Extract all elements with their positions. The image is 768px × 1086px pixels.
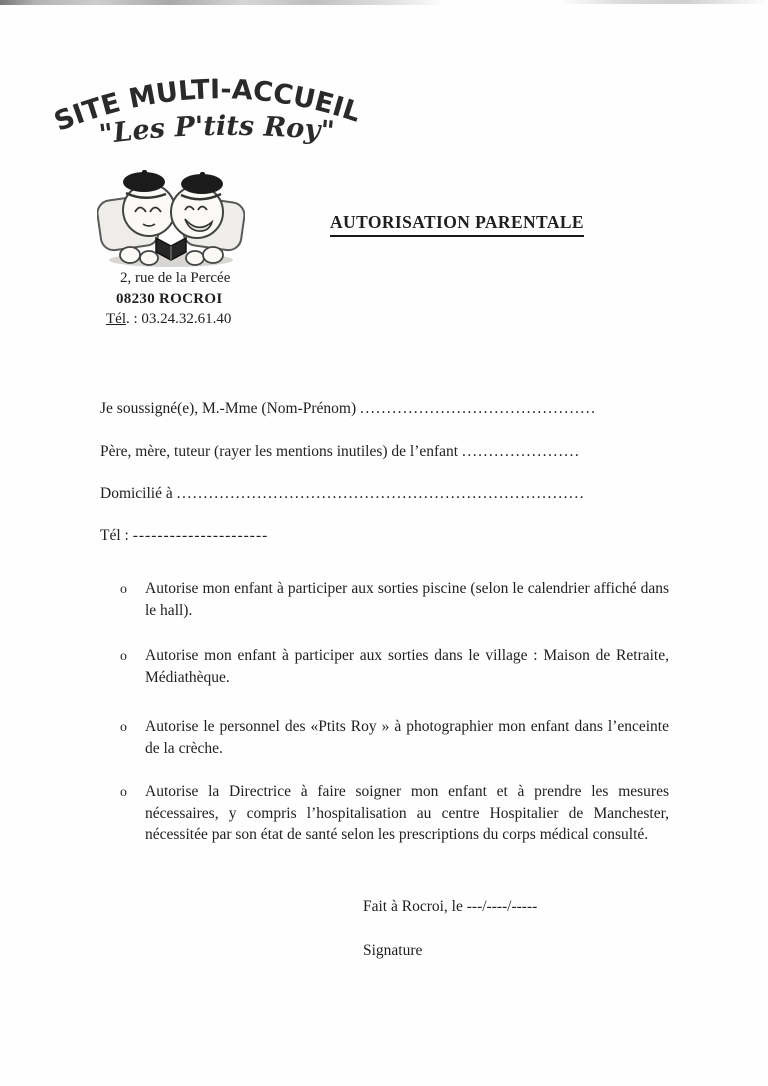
form-line-address bbox=[100, 485, 670, 503]
form-line-name bbox=[100, 400, 670, 418]
form-line-relation bbox=[100, 443, 670, 461]
date-line: Fait à Rocroi, le ---/----/----- bbox=[363, 898, 538, 915]
form-line-address-label: Domicilié à bbox=[100, 485, 177, 502]
bullet-marker: o bbox=[120, 582, 127, 597]
signature-label: Signature bbox=[363, 942, 423, 959]
clause-text: Autorise le personnel des «Ptits Roy » à photographier mon enfant dans l’enceinte de la crèche. bbox=[145, 718, 669, 757]
clause-sorties-village bbox=[120, 645, 669, 688]
site-name-arc: SITE MULTI-ACCUEIL bbox=[50, 74, 365, 138]
twin-babies-logo-icon bbox=[97, 162, 245, 270]
address-street: 2, rue de la Percée bbox=[120, 270, 231, 286]
form-line-relation-label: Père, mère, tuteur (rayer les mentions inutiles) de l’enfant bbox=[100, 443, 462, 460]
address-block bbox=[106, 268, 231, 330]
site-name-script: "Les P'tits Roy" bbox=[97, 110, 336, 151]
phone-label: Tél bbox=[106, 311, 126, 327]
form-line-address-fill: ............................................................................ bbox=[176, 485, 586, 502]
form-line-relation-fill: ...................... bbox=[461, 443, 581, 460]
form-line-phone-label: Tél : bbox=[100, 527, 133, 544]
phone-number: . : 03.24.32.61.40 bbox=[126, 311, 232, 327]
clause-text: Autorise la Directrice à faire soigner mon enfant et à prendre les mesures nécessaires, y compris l’hospitalisation au centre Hospitalier de Manchester, nécessitée par son état de santé selon les prescriptions du corps médical consulté. bbox=[145, 783, 669, 843]
clause-photographie bbox=[120, 716, 669, 759]
bullet-marker: o bbox=[120, 720, 127, 735]
scan-artifact-top-left bbox=[0, 0, 445, 5]
form-line-phone bbox=[100, 527, 670, 545]
document-title: AUTORISATION PARENTALE bbox=[330, 212, 584, 237]
scan-artifact-top-right bbox=[560, 0, 768, 4]
clause-text: Autorise mon enfant à participer aux sorties dans le village : Maison de Retraite, Médiathèque. bbox=[145, 647, 669, 686]
clause-piscine bbox=[120, 578, 669, 621]
bullet-marker: o bbox=[120, 785, 127, 800]
form-line-phone-fill: ---------------------- bbox=[132, 527, 269, 544]
clause-soins-medicaux bbox=[120, 781, 669, 846]
form-line-name-fill: ............................................ bbox=[360, 400, 597, 417]
address-phone bbox=[106, 309, 231, 330]
form-line-name-label: Je soussigné(e), M.-Mme (Nom-Prénom) bbox=[100, 400, 361, 417]
clause-text: Autorise mon enfant à participer aux sorties piscine (selon le calendrier affiché dans le hall). bbox=[145, 580, 669, 619]
address-city: 08230 ROCROI bbox=[116, 290, 223, 307]
bullet-marker: o bbox=[120, 649, 127, 664]
